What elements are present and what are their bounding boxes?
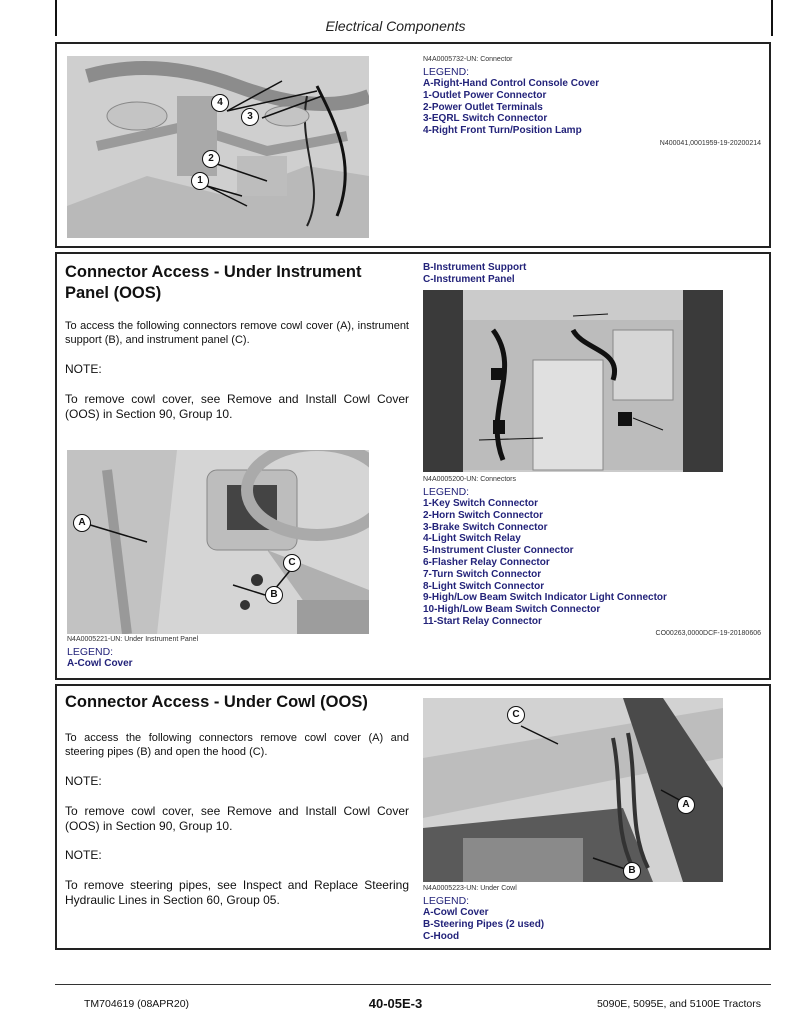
legend-title: LEGEND: [67,646,114,658]
under-cowl-section [55,684,771,950]
connector-figure [67,56,369,238]
legend-item: 1-Key Switch Connector [423,498,539,509]
note-paragraph: To remove cowl cover, see Remove and Install Cowl Cover (OOS) in Section 90, Group 10. [65,804,409,833]
callout-3: 3 [241,108,259,126]
page-number: 40-05E-3 [368,996,423,1011]
legend-item: A-Right-Hand Control Console Cover [423,78,600,89]
callout-b: B [265,586,283,604]
legend-item: 1-Outlet Power Connector [423,89,547,101]
legend-title: LEGEND: [423,66,470,78]
legend [423,66,599,137]
note-label: NOTE: [65,362,102,376]
legend-item: 2-Horn Switch Connector [423,509,544,521]
legend-item: 3-Brake Switch Connector [423,521,548,533]
callout-a: A [677,796,695,814]
callout-a: A [73,514,91,532]
under-instrument-panel-figure [67,450,369,634]
legend-item: A-Cowl Cover [67,658,133,669]
note-label: NOTE: [65,774,102,788]
legend-item: 4-Light Switch Relay [423,533,521,545]
legend-title: LEGEND: [423,895,470,907]
legend-item: 5-Instrument Cluster Connector [423,545,574,557]
footer-model-list: 5090E, 5095E, and 5100E Tractors [596,998,761,1010]
figure-caption: N4A0005221-UN: Under Instrument Panel [67,636,199,643]
legend-continued [423,262,526,286]
legend [423,895,544,942]
section-title: Connector Access - Under Instrument Panel (OOS) [65,263,362,302]
legend-title: LEGEND: [423,486,470,498]
legend-item: 9-High/Low Beam Switch Indicator Light Connector [423,592,667,604]
connector-panel-section [55,42,771,248]
callout-2: 2 [202,150,220,168]
under-instrument-panel-section [55,252,771,680]
legend-item: B-Steering Pipes (2 used) [423,918,545,930]
callout-c: C [507,706,525,724]
note-paragraph: To remove steering pipes, see Inspect and Replace Steering Hydraulic Lines in Section 60, Group 05. [65,878,409,907]
section-title: Connector Access - Under Cowl (OOS) [65,693,368,711]
note-label: NOTE: [65,848,102,862]
legend-item: 10-High/Low Beam Switch Connector [423,604,601,616]
legend-item: 8-Light Switch Connector [423,580,545,592]
legend-item: B-Instrument Support [423,262,527,273]
legend-item: C-Hood [423,930,460,942]
callout-1: 1 [191,172,209,190]
note-paragraph: To remove cowl cover, see Remove and Install Cowl Cover (OOS) in Section 90, Group 10. [65,392,409,421]
legend-item: 7-Turn Switch Connector [423,568,542,580]
connectors-figure [423,290,723,472]
reference-code: N400041,0001959-19-20200214 [659,140,761,147]
legend-item: 2-Power Outlet Terminals [423,101,543,113]
page-header-title: Electrical Components [325,18,466,34]
legend [423,486,667,628]
reference-code: CO00263,0000DCF-19-20180606 [655,630,761,637]
legend-item: 6-Flasher Relay Connector [423,556,550,568]
footer-divider [55,984,771,985]
legend-item: A-Cowl Cover [423,907,489,918]
legend [67,646,133,670]
legend-item: 3-EQRL Switch Connector [423,113,548,125]
callout-4: 4 [211,94,229,112]
legend-item: C-Instrument Panel [423,273,515,285]
legend-item: 11-Start Relay Connector [423,615,542,627]
callout-b: B [623,862,641,880]
under-cowl-figure [423,698,723,882]
figure-caption: N4A0005732-UN: Connector [423,56,513,63]
legend-item: 4-Right Front Turn/Position Lamp [423,125,582,137]
figure-caption: N4A0005200-UN: Connectors [423,476,516,483]
figure-caption: N4A0005223-UN: Under Cowl [423,885,517,892]
instruction-paragraph: To access the following connectors remove cowl cover (A), instrument support (B), and instrument panel (C). [65,320,409,346]
instruction-paragraph: To access the following connectors remove cowl cover (A) and steering pipes (B) and open the hood (C). [65,732,409,758]
footer-doc-id: TM704619 (08APR20) [84,998,190,1010]
callout-c: C [283,554,301,572]
